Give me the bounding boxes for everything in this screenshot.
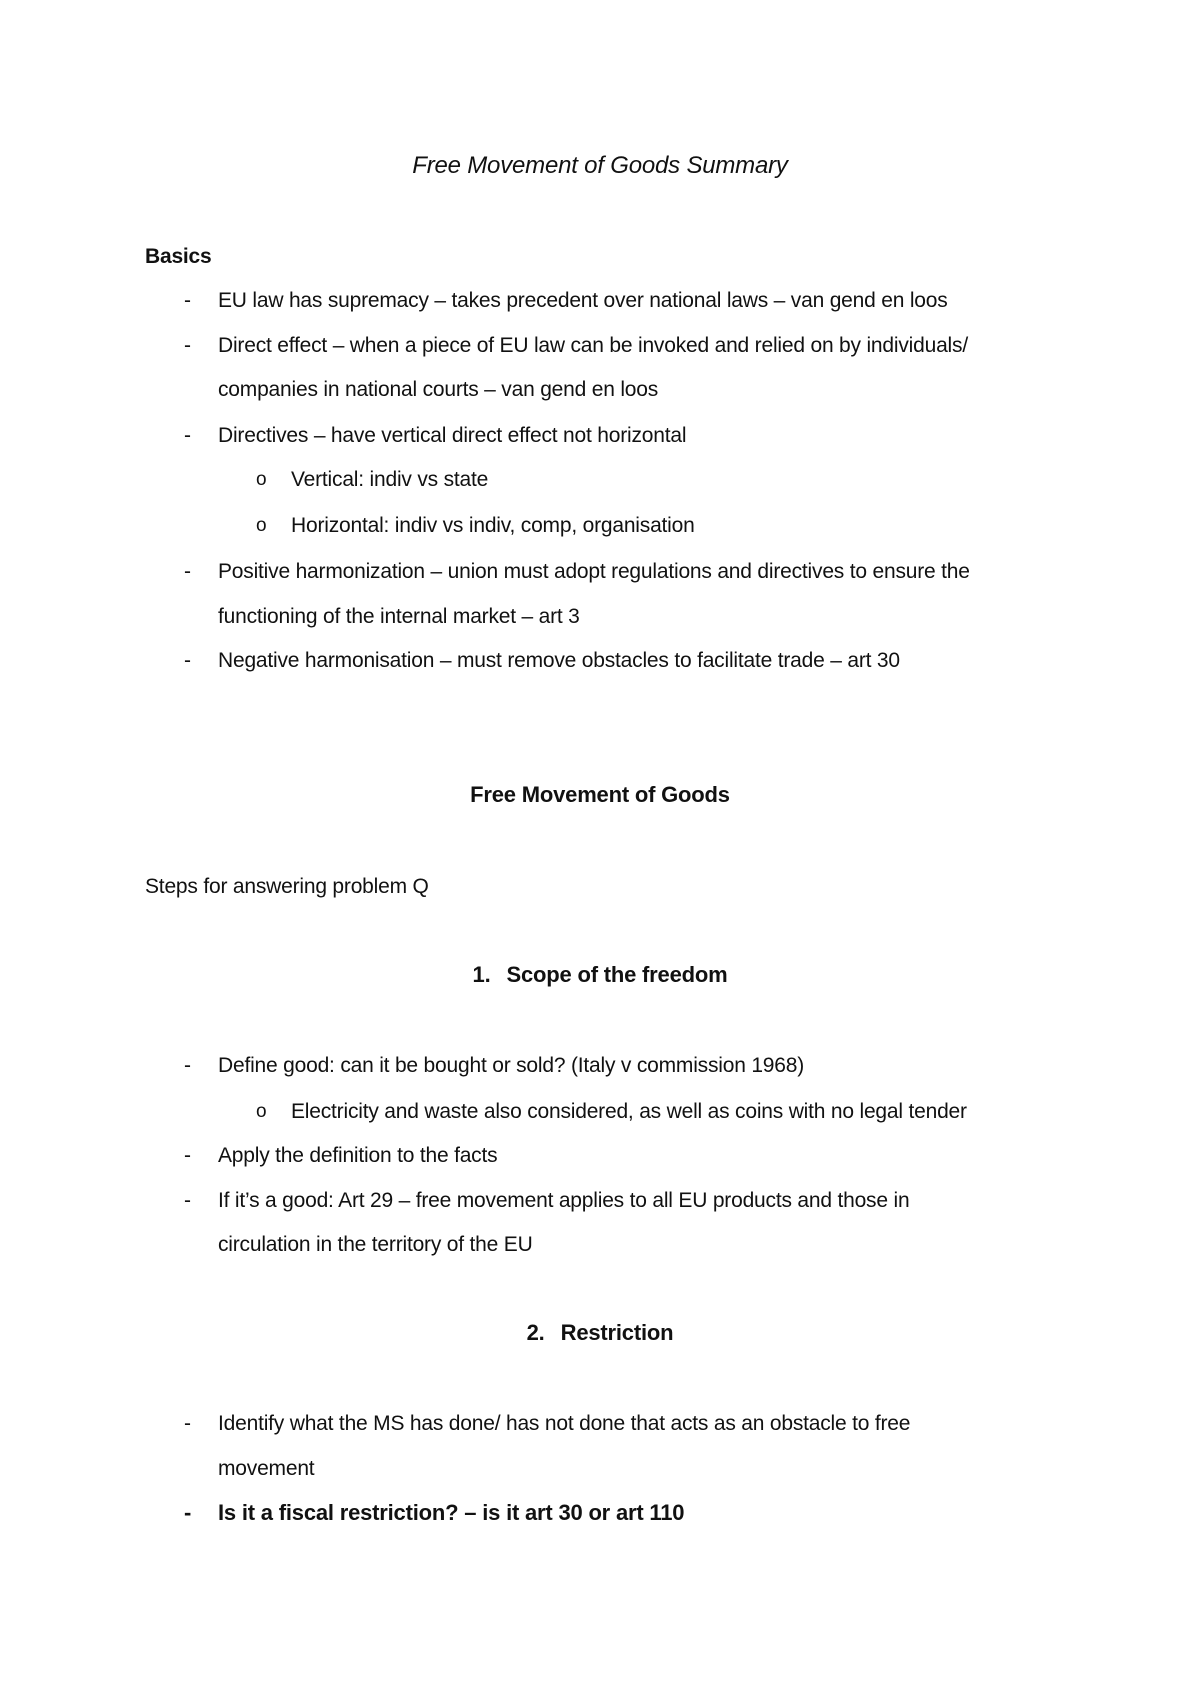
step1-subitem: Electricity and waste also considered, as well as coins with no legal tender <box>291 1100 967 1123</box>
basics-subitem: Horizontal: indiv vs indiv, comp, organisation <box>291 514 695 537</box>
circle-marker: o <box>256 515 267 536</box>
basics-item: EU law has supremacy – takes precedent over national laws – van gend en loos <box>218 289 948 312</box>
step1-title: Scope of the freedom <box>506 962 728 987</box>
step1-heading <box>0 962 1200 988</box>
dash-marker: - <box>184 1189 191 1212</box>
steps-intro: Steps for answering problem Q <box>145 875 429 898</box>
step2-item: Identify what the MS has done/ has not done that acts as an obstacle to free <box>218 1412 911 1435</box>
step1-item: If it’s a good: Art 29 – free movement applies to all EU products and those in <box>218 1189 910 1212</box>
step2-item-emphasis: Is it a fiscal restriction? – is it art 30 or art 110 <box>218 1500 685 1525</box>
dash-marker: - <box>184 1144 191 1167</box>
circle-marker: o <box>256 1101 267 1122</box>
step2-heading <box>0 1320 1200 1346</box>
dash-marker: - <box>184 289 191 312</box>
dash-marker: - <box>184 560 191 583</box>
basics-item: Direct effect – when a piece of EU law can be invoked and relied on by individuals/ <box>218 334 968 357</box>
dash-marker: - <box>184 1054 191 1077</box>
step1-item: Apply the definition to the facts <box>218 1144 498 1167</box>
basics-heading: Basics <box>145 245 212 268</box>
basics-item: Positive harmonization – union must adopt regulations and directives to ensure the <box>218 560 970 583</box>
basics-item-continued: companies in national courts – van gend en loos <box>218 378 659 401</box>
step1-number: 1. <box>472 962 491 987</box>
circle-marker: o <box>256 469 267 490</box>
dash-marker: - <box>184 649 191 672</box>
step2-number: 2. <box>526 1320 545 1345</box>
document-title: Free Movement of Goods Summary <box>412 152 788 179</box>
section-heading: Free Movement of Goods <box>470 782 730 807</box>
step1-item: Define good: can it be bought or sold? (Italy v commission 1968) <box>218 1054 805 1077</box>
step1-item-continued: circulation in the territory of the EU <box>218 1233 533 1256</box>
dash-marker: - <box>184 424 191 447</box>
step2-item-continued: movement <box>218 1457 315 1480</box>
dash-marker: - <box>184 1500 192 1525</box>
dash-marker: - <box>184 334 191 357</box>
basics-item: Directives – have vertical direct effect not horizontal <box>218 424 687 447</box>
dash-marker: - <box>184 1412 191 1435</box>
basics-item: Negative harmonisation – must remove obstacles to facilitate trade – art 30 <box>218 649 900 672</box>
basics-item-continued: functioning of the internal market – art 3 <box>218 605 580 628</box>
basics-subitem: Vertical: indiv vs state <box>291 468 489 491</box>
step2-title: Restriction <box>560 1320 674 1345</box>
